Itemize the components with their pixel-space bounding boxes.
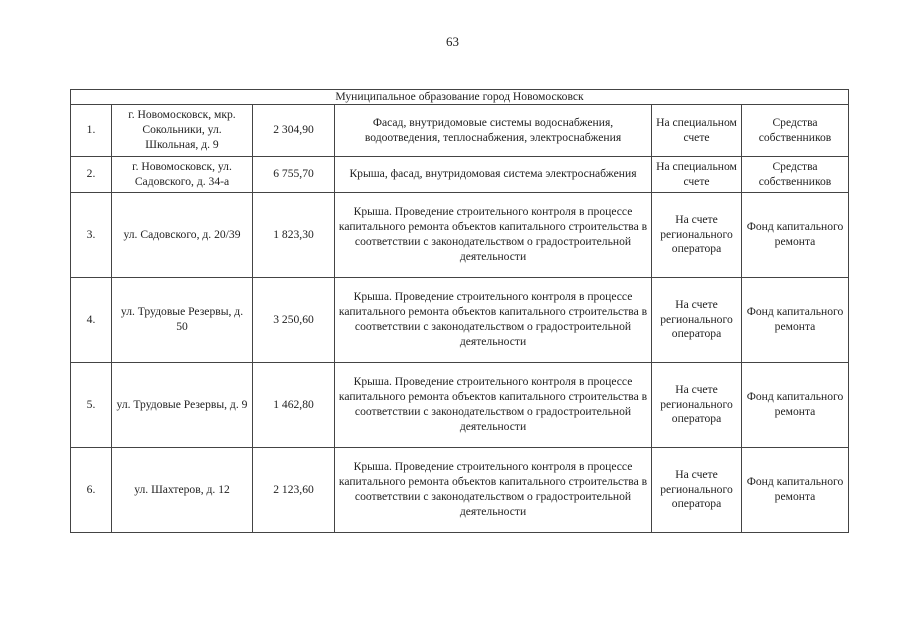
repair-program-table (70, 89, 849, 533)
row-account: На счете регионального оператора (652, 278, 742, 363)
row-number: 2. (71, 157, 112, 193)
row-address: ул. Трудовые Резервы, д. 50 (112, 278, 253, 363)
row-funding: Фонд капитального ремонта (742, 193, 849, 278)
section-header-row (71, 90, 849, 105)
row-number: 3. (71, 193, 112, 278)
row-funding: Фонд капитального ремонта (742, 448, 849, 533)
row-area: 2 123,60 (253, 448, 335, 533)
row-works: Крыша. Проведение строительного контроля в процессе капитального ремонта объектов капитального строительства в соответствии с законодательством о градостроительной деятельности (335, 363, 652, 448)
row-funding: Средства собственников (742, 105, 849, 157)
row-address: г. Новомосковск, ул. Садовского, д. 34-а (112, 157, 253, 193)
row-works: Крыша. Проведение строительного контроля в процессе капитального ремонта объектов капитального строительства в соответствии с законодательством о градостроительной деятельности (335, 278, 652, 363)
row-address: ул. Шахтеров, д. 12 (112, 448, 253, 533)
row-number: 4. (71, 278, 112, 363)
row-funding: Фонд капитального ремонта (742, 278, 849, 363)
row-works: Крыша. Проведение строительного контроля в процессе капитального ремонта объектов капитального строительства в соответствии с законодательством о градостроительной деятельности (335, 193, 652, 278)
row-account: На счете регионального оператора (652, 363, 742, 448)
row-funding: Фонд капитального ремонта (742, 363, 849, 448)
section-header: Муниципальное образование город Новомосковск (71, 90, 849, 105)
row-funding: Средства собственников (742, 157, 849, 193)
table-row (71, 363, 849, 448)
row-area: 2 304,90 (253, 105, 335, 157)
row-works: Крыша. Проведение строительного контроля в процессе капитального ремонта объектов капитального строительства в соответствии с законодательством о градостроительной деятельности (335, 448, 652, 533)
row-works: Крыша, фасад, внутридомовая система электроснабжения (335, 157, 652, 193)
row-account: На счете регионального оператора (652, 193, 742, 278)
row-address: ул. Садовского, д. 20/39 (112, 193, 253, 278)
table-row (71, 278, 849, 363)
row-area: 3 250,60 (253, 278, 335, 363)
row-address: ул. Трудовые Резервы, д. 9 (112, 363, 253, 448)
row-area: 1 462,80 (253, 363, 335, 448)
row-account: На специальном счете (652, 157, 742, 193)
row-address: г. Новомосковск, мкр. Сокольники, ул. Школьная, д. 9 (112, 105, 253, 157)
row-account: На счете регионального оператора (652, 448, 742, 533)
row-number: 6. (71, 448, 112, 533)
row-account: На специальном счете (652, 105, 742, 157)
row-area: 1 823,30 (253, 193, 335, 278)
table-row (71, 448, 849, 533)
table-row (71, 157, 849, 193)
page-number: 63 (446, 34, 459, 49)
row-works: Фасад, внутридомовые системы водоснабжения, водоотведения, теплоснабжения, электроснабжения (335, 105, 652, 157)
row-area: 6 755,70 (253, 157, 335, 193)
row-number: 5. (71, 363, 112, 448)
table-row (71, 193, 849, 278)
row-number: 1. (71, 105, 112, 157)
table-row (71, 105, 849, 157)
